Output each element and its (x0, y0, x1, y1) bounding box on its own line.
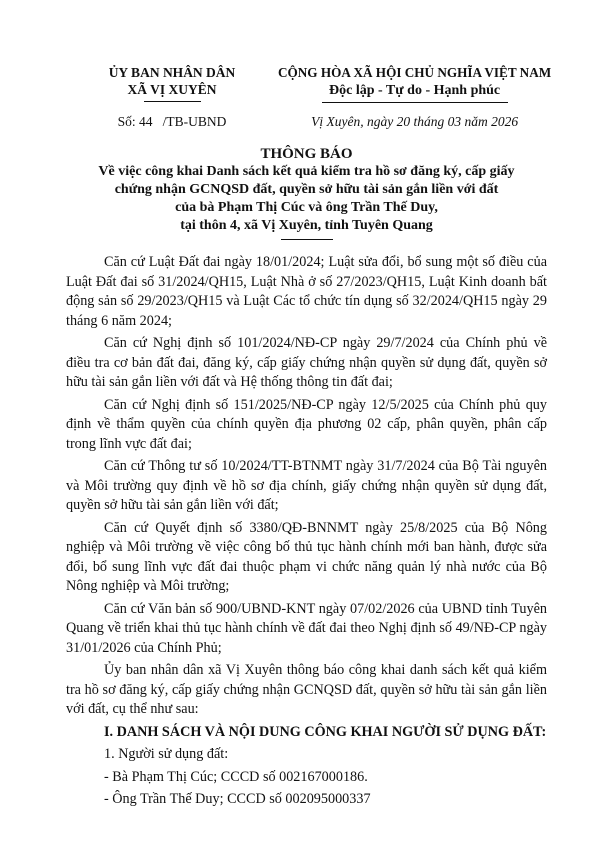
doc-number: Số: 44 /TB-UBND (117, 114, 227, 129)
national-title: CỘNG HÒA XÃ HỘI CHỦ NGHĨA VIỆT NAM (278, 65, 552, 80)
national-motto: Độc lập - Tự do - Hạnh phúc (329, 83, 501, 98)
paragraph-legal-basis-5: Căn cứ Quyết định số 3380/QĐ-BNNMT ngày 25/8/2025 của Bộ Nông nghiệp và Môi trường về việc công bố thủ tục hành chính mới ban hành, được sửa đổi, bổ sung lĩnh vực đất đai thuộc phạm vi chức năng quản lý nhà nước của Bộ Nông nghiệp và Môi trường; (66, 519, 547, 594)
motto-underline-rule (322, 102, 508, 103)
subject-line-1: Về việc công khai Danh sách kết quả kiểm tra hồ sơ đăng ký, cấp giấy (98, 164, 515, 179)
place-and-date: Vị Xuyên, ngày 20 tháng 03 năm 2026 (311, 114, 519, 129)
org-name-line2: XÃ VỊ XUYÊN (127, 82, 217, 97)
paragraph-legal-basis-1: Căn cứ Luật Đất đai ngày 18/01/2024; Luật sửa đổi, bổ sung một số điều của Luật Đất đai số 31/2024/QH15, Luật Nhà ở số 27/2023/QH15, Luật Kinh doanh bất động sản số 29/2023/QH15 và Luật Các tổ chức tín dụng số 32/2024/QH15 ngày 29 tháng 6 năm 2024; (66, 254, 547, 329)
paragraph-legal-basis-3: Căn cứ Nghị định số 151/2025/NĐ-CP ngày 12/5/2025 của Chính phủ quy định về thẩm quyền của chính quyền địa phương 02 cấp, phân quyền, phân cấp trong lĩnh vực đất đai; (66, 396, 547, 452)
title-block (66, 145, 547, 240)
paragraph-legal-basis-4: Căn cứ Thông tư số 10/2024/TT-BTNMT ngày 31/7/2024 của Bộ Tài nguyên và Môi trường quy định về hồ sơ địa chính, giấy chứng nhận quyền sử dụng đất, quyền sở hữu tài sản gắn liền với đất; (66, 458, 547, 513)
list-item-person-2: - Ông Trần Thế Duy; CCCD số 002095000337 (104, 791, 371, 807)
national-header-block (278, 64, 551, 130)
paragraph-legal-basis-6: Căn cứ Văn bản số 900/UBND-KNT ngày 07/02/2026 của UBND tỉnh Tuyên Quang về triển khai thủ tục hành chính về đất đai theo Nghị định số 49/NĐ-CP ngày 31/01/2026 của Chính Phủ; (66, 600, 547, 656)
subject-line-4: tại thôn 4, xã Vị Xuyên, tỉnh Tuyên Quang (180, 218, 433, 233)
org-underline-rule (144, 101, 201, 102)
title-underline-rule (281, 239, 333, 240)
issuing-org-block (66, 64, 278, 130)
section-heading: I. DANH SÁCH VÀ NỘI DUNG CÔNG KHAI NGƯỜI SỬ DỤNG ĐẤT: (104, 723, 547, 740)
list-item-person-1: - Bà Phạm Thị Cúc; CCCD số 002167000186. (104, 768, 368, 785)
paragraph-announcement: Ủy ban nhân dân xã Vị Xuyên thông báo công khai danh sách kết quả kiểm tra hồ sơ đăng ký, cấp giấy chứng nhận GCNQSD đất, quyền sở hữu tài sản gắn liền với đất, cụ thể như sau: (66, 662, 547, 717)
org-name-line1: ỦY BAN NHÂN DÂN (108, 65, 236, 80)
subject-line-3: của bà Phạm Thị Cúc và ông Trần Thế Duy, (175, 200, 438, 215)
subject-line-2: chứng nhận GCNQSD đất, quyền sở hữu tài sản gắn liền với đất (114, 182, 499, 197)
paragraph-legal-basis-2: Căn cứ Nghị định số 101/2024/NĐ-CP ngày 29/7/2024 của Chính phủ về điều tra cơ bản đất đai, đăng ký, cấp giấy chứng nhận quyền sử dụng đất, quyền sở hữu tài sản gắn liền với đất và Hệ thống thông tin đất đai; (66, 335, 547, 390)
doc-type-title: THÔNG BÁO (260, 146, 353, 162)
document-body (66, 253, 547, 810)
section-item-1: 1. Người sử dụng đất: (104, 746, 229, 762)
document-header (66, 64, 552, 130)
